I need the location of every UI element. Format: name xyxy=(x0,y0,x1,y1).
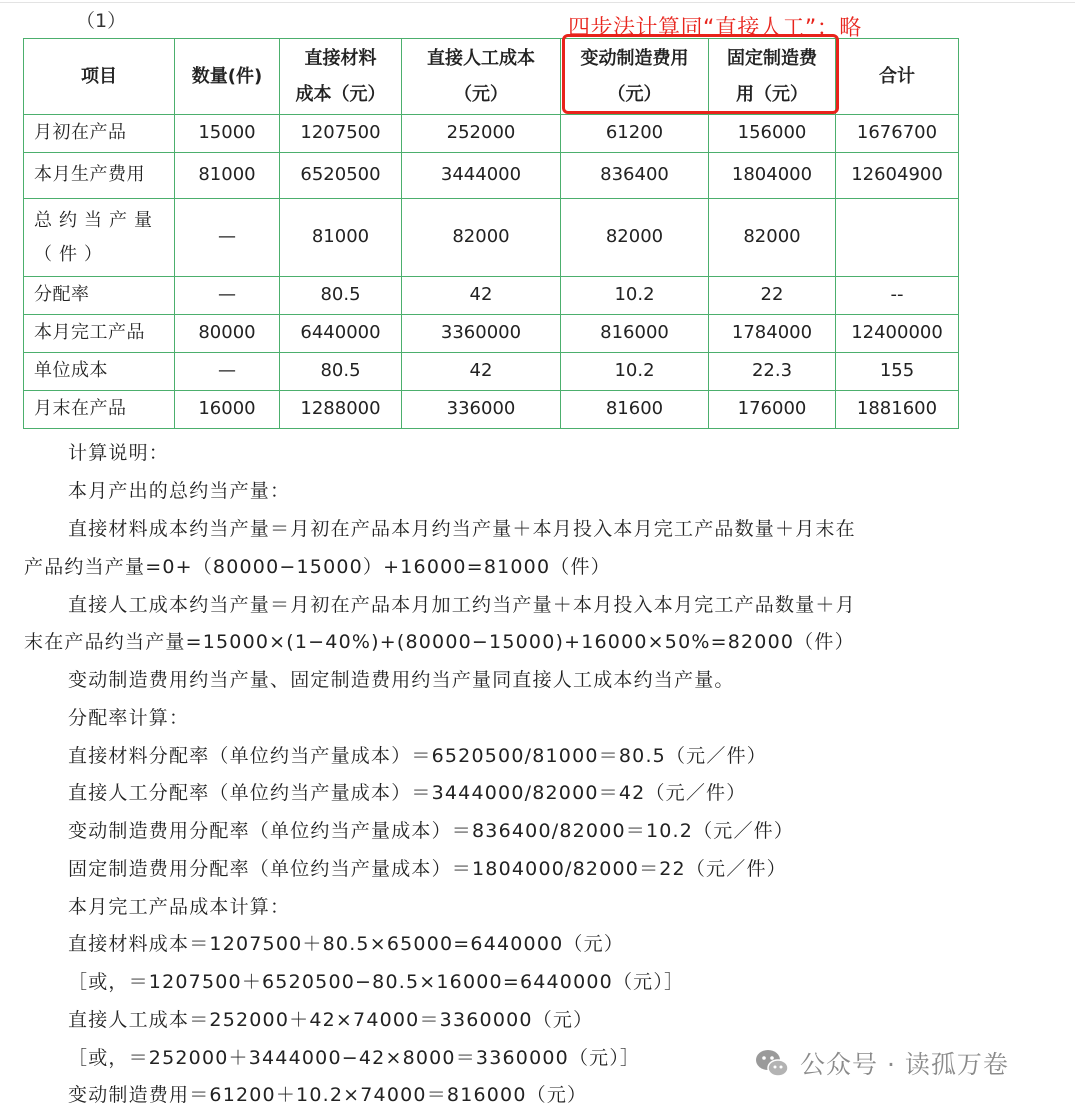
table-cell: 1676700 xyxy=(836,115,959,153)
table-cell: 336000 xyxy=(402,391,561,429)
table-cell: 156000 xyxy=(709,115,836,153)
table-cell: 1804000 xyxy=(709,153,836,199)
table-cell: — xyxy=(175,353,280,391)
text-line: 直接人工成本＝252000＋42×74000＝3360000（元） xyxy=(68,1009,594,1031)
text-line: 直接材料分配率（单位约当产量成本）＝6520500/81000＝80.5（元／件） xyxy=(68,745,767,767)
table-cell: -- xyxy=(836,277,959,315)
table-cell: 22.3 xyxy=(709,353,836,391)
table-cell: 12400000 xyxy=(836,315,959,353)
table-row xyxy=(24,353,959,391)
table-cell: 61200 xyxy=(561,115,709,153)
table-cell: 42 xyxy=(402,353,561,391)
table-cell: 6440000 xyxy=(280,315,402,353)
table-cell: 1881600 xyxy=(836,391,959,429)
table-cell: 1784000 xyxy=(709,315,836,353)
text-line: 直接材料成本约当产量＝月初在产品本月约当产量＋本月投入本月完工产品数量＋月末在 xyxy=(68,518,856,540)
text-line: 变动制造费用约当产量、固定制造费用约当产量同直接人工成本约当产量。 xyxy=(68,669,735,691)
row-label: 月初在产品 xyxy=(24,115,175,153)
watermark-text: 公众号 · 读孤万卷 xyxy=(800,1050,1009,1079)
table-cell: 6520500 xyxy=(280,153,402,199)
header-direct-material: 直接材料 成本（元） xyxy=(280,39,402,115)
table-cell: — xyxy=(175,277,280,315)
subheading-allocation-rate: 分配率计算： xyxy=(68,707,190,729)
subheading-equivalent-units: 本月产出的总约当产量： xyxy=(68,480,291,502)
header-fixed-overhead: 固定制造费 用（元） xyxy=(709,39,836,115)
table-cell xyxy=(836,199,959,277)
table-cell: 80000 xyxy=(175,315,280,353)
table-cell: 42 xyxy=(402,277,561,315)
table-cell: 82000 xyxy=(402,199,561,277)
text-line: 末在产品约当产量=15000×(1−40%)+(80000−15000)+16000×50%=82000（件） xyxy=(24,631,855,653)
text-line: 直接材料成本＝1207500＋80.5×65000=6440000（元） xyxy=(68,933,625,955)
subheading-finished-cost: 本月完工产品成本计算： xyxy=(68,896,291,918)
text-line: 产品约当产量=0+（80000−15000）+16000=81000（件） xyxy=(24,556,611,578)
table-row xyxy=(24,277,959,315)
header-item: 项目 xyxy=(24,39,175,115)
text-line: 变动制造费用＝61200＋10.2×74000＝816000（元） xyxy=(68,1084,588,1106)
header-total: 合计 xyxy=(836,39,959,115)
text-line: ［或，＝252000＋3444000−42×8000＝3360000（元）］ xyxy=(68,1047,641,1069)
table-cell: 12604900 xyxy=(836,153,959,199)
table-cell: — xyxy=(175,199,280,277)
text-line: 固定制造费用分配率（单位约当产量成本）＝1804000/82000＝22（元／件） xyxy=(68,858,787,880)
row-label: 总约当产量 （件） xyxy=(24,199,175,277)
table-cell: 836400 xyxy=(561,153,709,199)
row-label: 分配率 xyxy=(24,277,175,315)
table-cell: 10.2 xyxy=(561,353,709,391)
table-cell: 15000 xyxy=(175,115,280,153)
text-line: 变动制造费用分配率（单位约当产量成本）＝836400/82000＝10.2（元／件） xyxy=(68,820,795,842)
row-label: 月末在产品 xyxy=(24,391,175,429)
text-line: 直接人工成本约当产量＝月初在产品本月加工约当产量＋本月投入本月完工产品数量＋月 xyxy=(68,594,856,616)
table-cell: 22 xyxy=(709,277,836,315)
section-label: （1） xyxy=(76,10,127,32)
table-cell: 1207500 xyxy=(280,115,402,153)
watermark xyxy=(752,1043,1009,1083)
red-annotation: 四步法计算同“直接人工”：略 xyxy=(568,16,862,41)
table-row xyxy=(24,199,959,277)
text-line: ［或，＝1207500＋6520500−80.5×16000=6440000（元）］ xyxy=(68,971,685,993)
row-label: 单位成本 xyxy=(24,353,175,391)
table-cell: 16000 xyxy=(175,391,280,429)
annotation-highlight-box xyxy=(562,34,839,114)
table-cell: 80.5 xyxy=(280,277,402,315)
table-row xyxy=(24,315,959,353)
table-row xyxy=(24,115,959,153)
table-cell: 1288000 xyxy=(280,391,402,429)
table-cell: 3444000 xyxy=(402,153,561,199)
table-cell: 81000 xyxy=(280,199,402,277)
table-cell: 10.2 xyxy=(561,277,709,315)
header-quantity: 数量(件) xyxy=(175,39,280,115)
table-cell: 3360000 xyxy=(402,315,561,353)
table-cell: 816000 xyxy=(561,315,709,353)
table-cell: 81600 xyxy=(561,391,709,429)
wechat-icon xyxy=(752,1043,792,1083)
row-label: 本月生产费用 xyxy=(24,153,175,199)
table-cell: 81000 xyxy=(175,153,280,199)
table-cell: 82000 xyxy=(709,199,836,277)
header-direct-labor: 直接人工成本 （元） xyxy=(402,39,561,115)
table-cell: 80.5 xyxy=(280,353,402,391)
top-divider xyxy=(0,2,1075,3)
row-label: 本月完工产品 xyxy=(24,315,175,353)
header-variable-overhead: 变动制造费用 （元） xyxy=(561,39,709,115)
table-cell: 252000 xyxy=(402,115,561,153)
notes-heading: 计算说明： xyxy=(68,442,170,464)
table-row xyxy=(24,153,959,199)
table-cell: 176000 xyxy=(709,391,836,429)
table-row xyxy=(24,391,959,429)
text-line: 直接人工分配率（单位约当产量成本）＝3444000/82000＝42（元／件） xyxy=(68,782,747,804)
table-cell: 82000 xyxy=(561,199,709,277)
table-cell: 155 xyxy=(836,353,959,391)
